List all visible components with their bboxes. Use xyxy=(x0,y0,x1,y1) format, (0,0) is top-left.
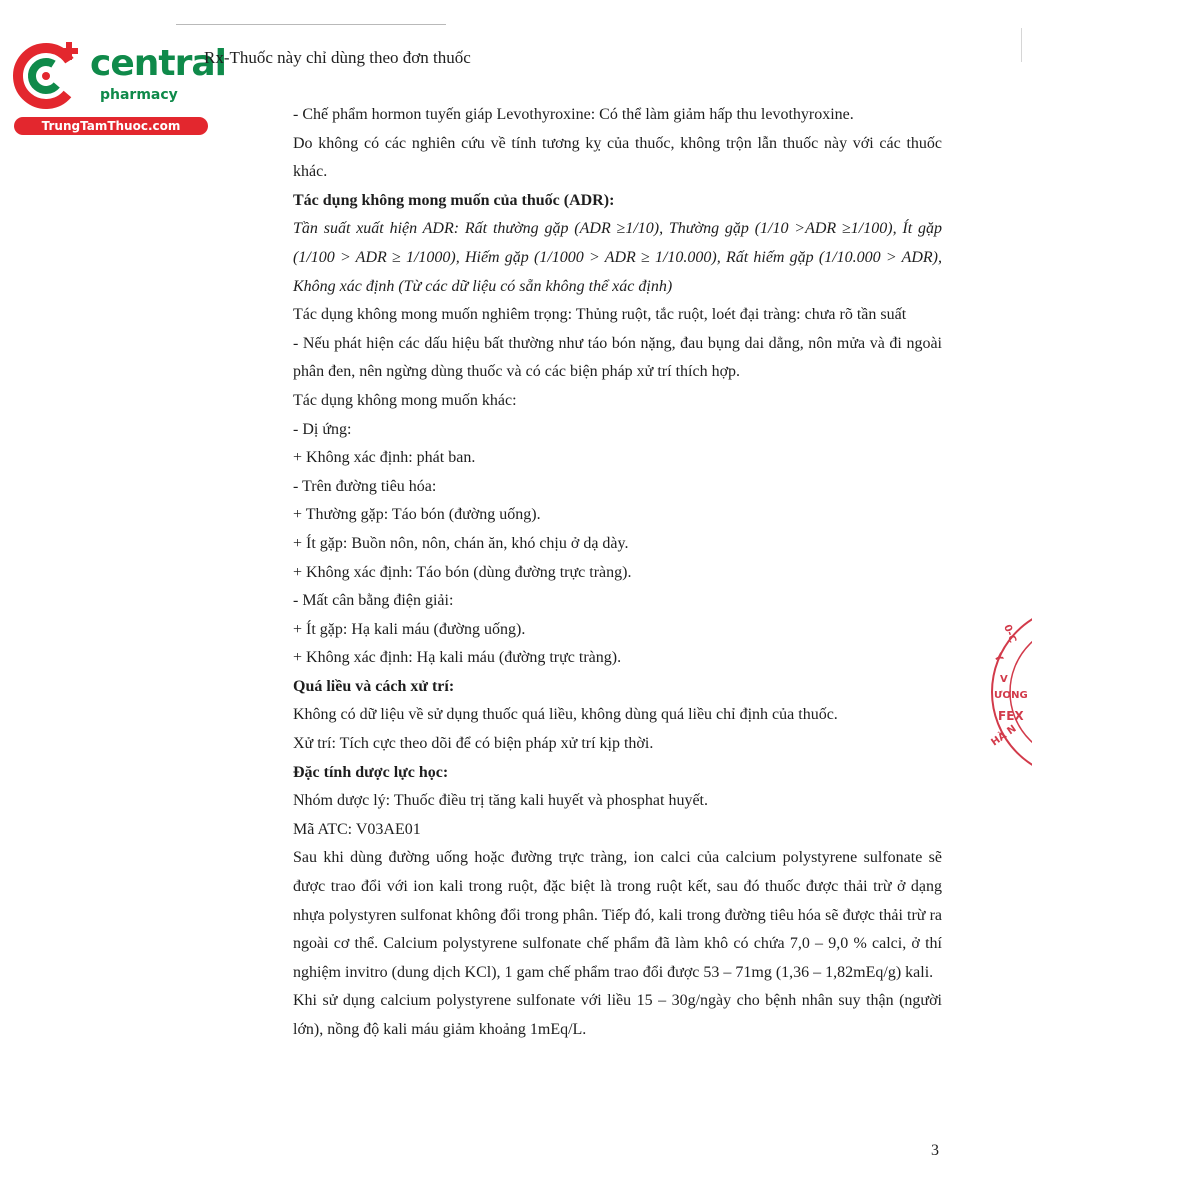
paragraph-detect-signs: - Nếu phát hiện các dấu hiệu bất thường như táo bón nặng, đau bụng dai dẳng, nôn mửa và đi ngoài phân đen, nên ngừng dùng thuốc và có các biện pháp xử trí thích hợp. xyxy=(293,334,942,381)
paragraph-pharma-group: Nhóm dược lý: Thuốc điều trị tăng kali huyết và phosphat huyết. xyxy=(293,792,708,810)
stamp-fragment: HÀ N xyxy=(989,723,1019,749)
central-pharmacy-logo[interactable] xyxy=(10,36,226,136)
paragraph-serious-adr: Tác dụng không mong muốn nghiêm trọng: Thủng ruột, tắc ruột, loét đại tràng: chưa rõ tần suất xyxy=(293,306,907,324)
stamp-fragment: V xyxy=(1000,674,1008,685)
list-item-allergy: - Dị ứng: xyxy=(293,420,352,438)
list-item-gi-3: + Không xác định: Táo bón (dùng đường trực tràng). xyxy=(293,563,632,581)
heading-adr: Tác dụng không mong muốn của thuốc (ADR): xyxy=(293,191,615,209)
list-item-electrolyte-1: + Ít gặp: Hạ kali máu (đường uống). xyxy=(293,620,526,638)
logo-site-link[interactable]: TrungTamThuoc.com xyxy=(14,117,208,135)
stamp-fragment: Y xyxy=(991,652,1005,664)
heading-pharmacodynamics: Đặc tính dược lực học: xyxy=(293,763,449,781)
paragraph-levothyroxine: - Chế phẩm hormon tuyến giáp Levothyroxine: Có thể làm giảm hấp thu levothyroxine. xyxy=(293,106,854,123)
top-rule xyxy=(176,24,446,25)
paragraph-adr-frequency: Tần suất xuất hiện ADR: Rất thường gặp (ADR ≥1/10), Thường gặp (1/10 >ADR ≥1/100), Ít gặp (1/100 > ADR ≥ 1/1000), Hiếm gặp (1/1000 > ADR ≥ 1/10.000), Rất hiếm gặp (1/10.000 > ADR), Không xác định (Từ các dữ liệu có sẵn không thể xác định) xyxy=(293,220,942,295)
paragraph-overdose-1: Không có dữ liệu về sử dụng thuốc quá liều, không dùng quá liều chỉ định của thuốc. xyxy=(293,706,838,724)
list-item-gi-1: + Thường gặp: Táo bón (đường uống). xyxy=(293,506,541,524)
paragraph-pharma-dose: Khi sử dụng calcium polystyrene sulfonate với liều 15 – 30g/ngày cho bệnh nhân suy thận (người lớn), nồng độ kali máu giảm khoảng 1mEq/L. xyxy=(293,992,942,1038)
logo-brand-text: central xyxy=(90,43,226,84)
list-item-allergy-1: + Không xác định: phát ban. xyxy=(293,449,476,467)
paragraph-pharma-mechanism: Sau khi dùng đường uống hoặc đường trực tràng, ion calci của calcium polystyrene sulfonate sẽ được trao đổi với ion kali trong ruột, đặc biệt là trong ruột kết, sau đó thuốc được thải trừ ở dạng nhựa polystyren sulfonat không đổi trong phân. Tiếp đó, kali trong đường tiêu hóa sẽ được thải trừ ra ngoài cơ thể. Calcium polystyrene sulfonate chế phẩm đã làm khô có chứa 7,0 – 9,0 % calci, ở thí nghiệm invitro (dung dịch KCl), 1 gam chế phẩm trao đổi được 53 – 71mg (1,36 – 1,82mEq/g) kali. xyxy=(293,849,942,981)
stamp-fragment: ƯƠNG xyxy=(994,690,1028,701)
logo-sub-text: pharmacy xyxy=(100,87,178,103)
list-item-gi-2: + Ít gặp: Buồn nôn, nôn, chán ăn, khó chịu ở dạ dày. xyxy=(293,534,629,552)
central-logo-mark-icon xyxy=(10,36,90,114)
stamp-fragment: FEX xyxy=(998,709,1024,723)
list-item-gi: - Trên đường tiêu hóa: xyxy=(293,477,437,495)
paragraph-overdose-2: Xử trí: Tích cực theo dõi để có biện pháp xử trí kịp thời. xyxy=(293,735,654,753)
side-rule xyxy=(1021,28,1022,62)
stamp-fragment: 0-C xyxy=(1001,623,1018,645)
page-number: 3 xyxy=(931,1142,939,1159)
list-item-electrolyte: - Mất cân bằng điện giải: xyxy=(293,592,454,610)
document-body xyxy=(293,101,942,1045)
list-item-electrolyte-2: + Không xác định: Hạ kali máu (đường trực tràng). xyxy=(293,649,622,667)
heading-overdose: Quá liều và cách xử trí: xyxy=(293,677,455,695)
paragraph-incompatibility: Do không có các nghiên cứu về tính tương kỵ của thuốc, không trộn lẫn thuốc này với các thuốc khác. xyxy=(293,134,942,181)
rx-notice: Rx-Thuốc này chỉ dùng theo đơn thuốc xyxy=(204,48,471,67)
paragraph-other-adr: Tác dụng không mong muốn khác: xyxy=(293,391,517,409)
paragraph-atc-code: Mã ATC: V03AE01 xyxy=(293,820,421,838)
red-stamp-icon xyxy=(988,612,1032,772)
